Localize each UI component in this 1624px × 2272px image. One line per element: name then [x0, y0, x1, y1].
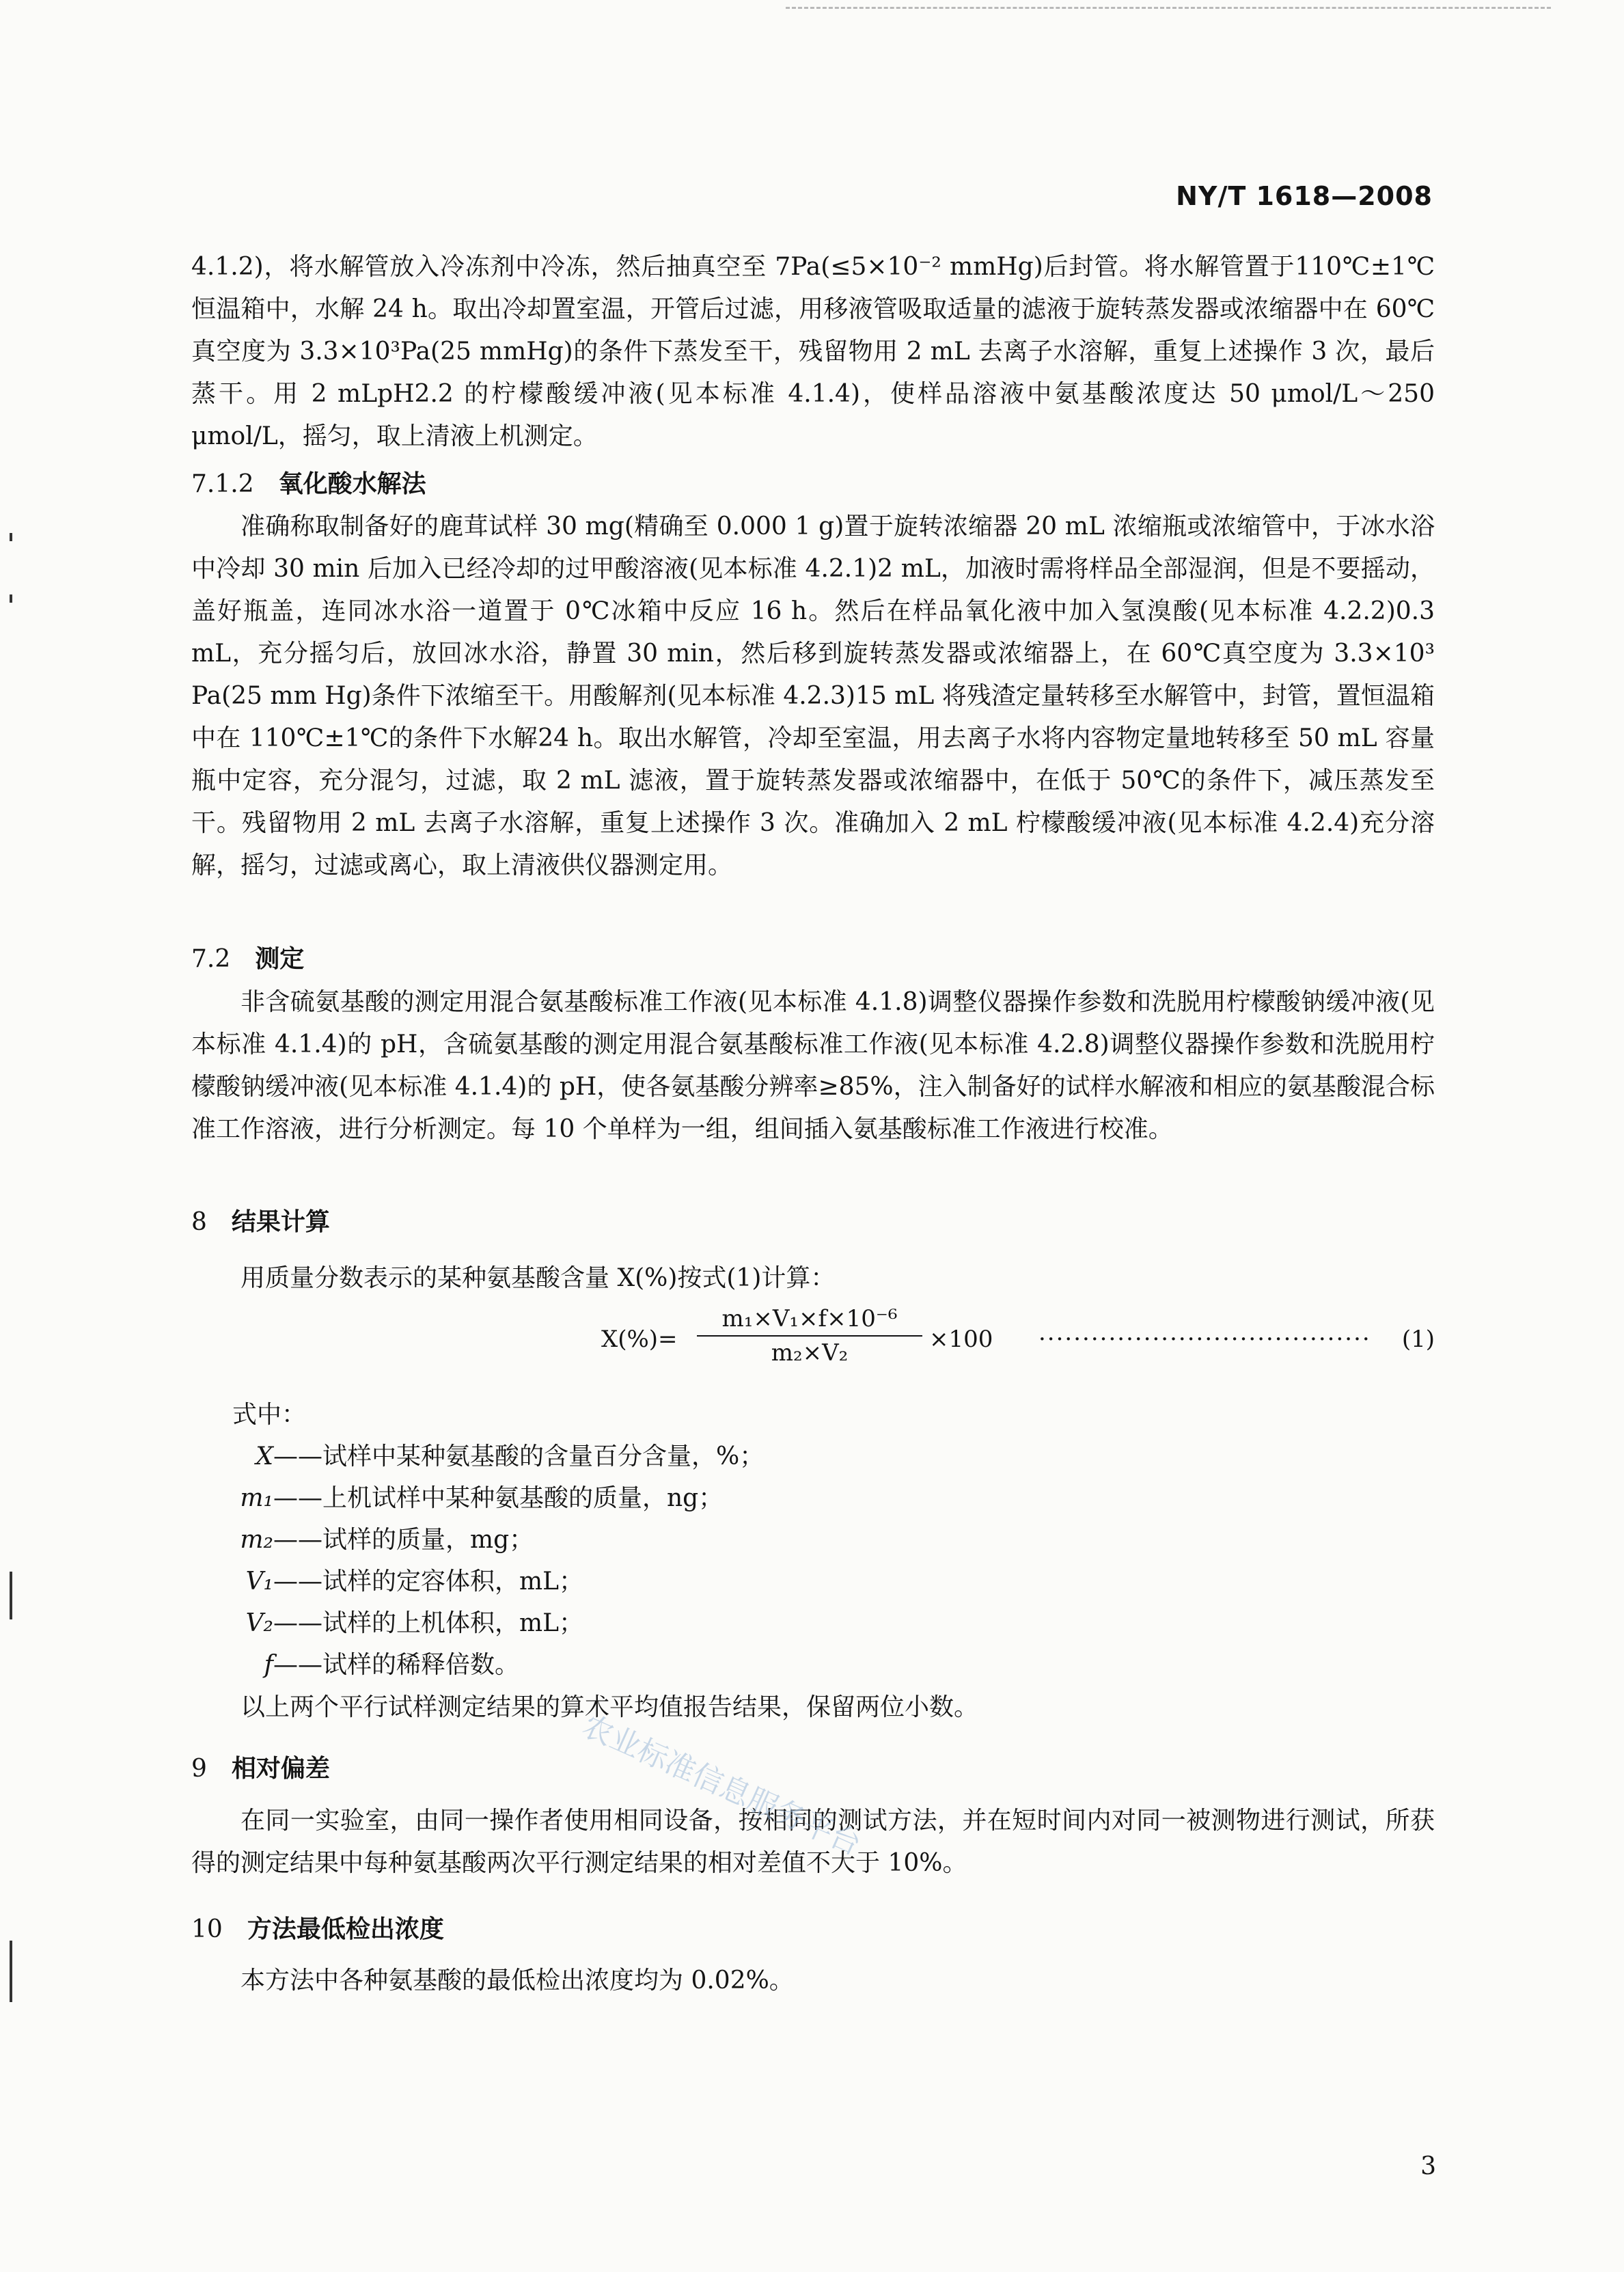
top-dashed-rule: [786, 7, 1551, 9]
page-number: 3: [1420, 2152, 1436, 2180]
paragraph-acid-hydrolysis-cont: 4.1.2)，将水解管放入冷冻剂中冷冻，然后抽真空至 7Pa(≤5×10⁻² mmHg)后封管。将水解管置于110℃±1℃恒温箱中，水解 24 h。取出冷却置室温，开管后过滤，用移液管吸取适量的滤液于旋转蒸发器或浓缩器中在 60℃真空度为 3.3×10³Pa(25 mmHg)的条件下蒸发至干，残留物用 2 mL 去离子水溶解，重复上述操作 3 次，最后蒸干。用 2 mLpH2.2 的柠檬酸缓冲液(见本标准 4.1.4)，使样品溶液中氨基酸浓度达 50 μmol/L～250 μmol/L，摇匀，取上清液上机测定。: [191, 253, 1435, 450]
scan-margin-mark: [10, 1572, 12, 1619]
formula-fraction: [697, 1305, 922, 1367]
formula-lhs: X(%)=: [601, 1326, 678, 1353]
formula-denominator: m₂×V₂: [771, 1339, 849, 1367]
formula-number: (1): [1401, 1326, 1435, 1353]
scan-margin-mark: [10, 533, 12, 541]
paragraph-detection-limit: 本方法中各种氨基酸的最低检出浓度均为 0.02%。: [240, 1967, 794, 1995]
variable-item: V₂——试样的上机体积，mL；: [245, 1609, 584, 1637]
formula-leader-dots: ······································: [1038, 1326, 1371, 1353]
heading-number: 9: [191, 1755, 207, 1783]
paragraph-result-report: 以上两个平行试样测定结果的算术平均值报告结果，保留两位小数。: [240, 1693, 979, 1721]
heading-title: 结果计算: [231, 1208, 330, 1236]
variable-item: X——试样中某种氨基酸的含量百分含量，%；: [256, 1442, 765, 1470]
paragraph-relative-deviation: 在同一实验室，由同一操作者使用相同设备，按相同的测试方法，并在短时间内对同一被测物进行测试，所获得的测定结果中每种氨基酸两次平行测定结果的相对差值不大于 10%。: [191, 1807, 1435, 1877]
heading-number: 7.2: [191, 945, 231, 973]
scan-margin-mark: [10, 594, 12, 603]
formula-multiplier: ×100: [929, 1326, 993, 1353]
heading-number: 10: [191, 1915, 223, 1943]
variable-definitions: [232, 1394, 764, 1686]
variable-item: m₂——试样的质量，mg；: [240, 1526, 534, 1554]
heading-9: [191, 1749, 330, 1784]
watermark-text: 农业标准信息服务平台: [577, 1708, 866, 1863]
heading-7-1-2: [191, 465, 426, 499]
heading-number: 8: [191, 1208, 207, 1236]
variable-item: m₁——上机试样中某种氨基酸的质量，ng；: [240, 1484, 724, 1512]
paragraph-oxidation-hydrolysis: 准确称取制备好的鹿茸试样 30 mg(精确至 0.000 1 g)置于旋转浓缩器 20 mL 浓缩瓶或浓缩管中，于冰水浴中冷却 30 min 后加入已经冷却的过甲酸溶液(见本标准 4.2.1)2 mL，加液时需将样品全部湿润，但是不要摇动，盖好瓶盖，连同冰水浴一道置于 0℃冰箱中反应 16 h。然后在样品氧化液中加入氢溴酸(见本标准 4.2.2)0.3 mL，充分摇匀后，放回冰水浴，静置 30 min，然后移到旋转蒸发器或浓缩器上，在 60℃真空度为 3.3×10³ Pa(25 mm Hg)条件下浓缩至干。用酸解剂(见本标准 4.2.3)15 mL 将残渣定量转移至水解管中，封管，置恒温箱中在 110℃±1℃的条件下水解24 h。取出水解管，冷却至室温，用去离子水将内容物定量地转移至 50 mL 容量瓶中定容，充分混匀，过滤，取 2 mL 滤液，置于旋转蒸发器或浓缩器中，在低于 50℃的条件下，减压蒸发至干。残留物用 2 mL 去离子水溶解，重复上述操作 3 次。准确加入 2 mL 柠檬酸缓冲液(见本标准 4.2.4)充分溶解，摇匀，过滤或离心，取上清液供仪器测定用。: [191, 512, 1435, 879]
formula-1: [601, 1305, 1435, 1380]
scan-margin-mark: [10, 1941, 12, 2002]
heading-title: 氧化酸水解法: [278, 470, 426, 498]
heading-title: 测定: [255, 945, 305, 973]
heading-8: [191, 1203, 330, 1237]
heading-title: 方法最低检出浓度: [247, 1915, 444, 1943]
where-label: 式中：: [232, 1401, 307, 1429]
paragraph-calculation-intro: 用质量分数表示的某种氨基酸含量 X(%)按式(1)计算：: [240, 1264, 836, 1292]
heading-title: 相对偏差: [231, 1755, 330, 1783]
variable-item: V₁——试样的定容体积，mL；: [245, 1568, 584, 1596]
heading-number: 7.1.2: [191, 470, 254, 498]
standard-id: NY/T 1618—2008: [1176, 181, 1433, 211]
heading-7-2: [191, 940, 304, 974]
paragraph-determination: 非含硫氨基酸的测定用混合氨基酸标准工作液(见本标准 4.1.8)调整仪器操作参数和洗脱用柠檬酸钠缓冲液(见本标准 4.1.4)的 pH，含硫氨基酸的测定用混合氨基酸标准工作液(见本标准 4.2.8)调整仪器操作参数和洗脱用柠檬酸钠缓冲液(见本标准 4.1.4)的 pH，使各氨基酸分辨率≥85%，注入制备好的试样水解液和相应的氨基酸混合标准工作溶液，进行分析测定。每 10 个单样为一组，组间插入氨基酸标准工作液进行校准。: [191, 988, 1435, 1143]
formula-numerator: m₁×V₁×f×10⁻⁶: [697, 1305, 922, 1337]
variable-item: f——试样的稀释倍数。: [264, 1651, 520, 1679]
heading-10: [191, 1910, 444, 1945]
